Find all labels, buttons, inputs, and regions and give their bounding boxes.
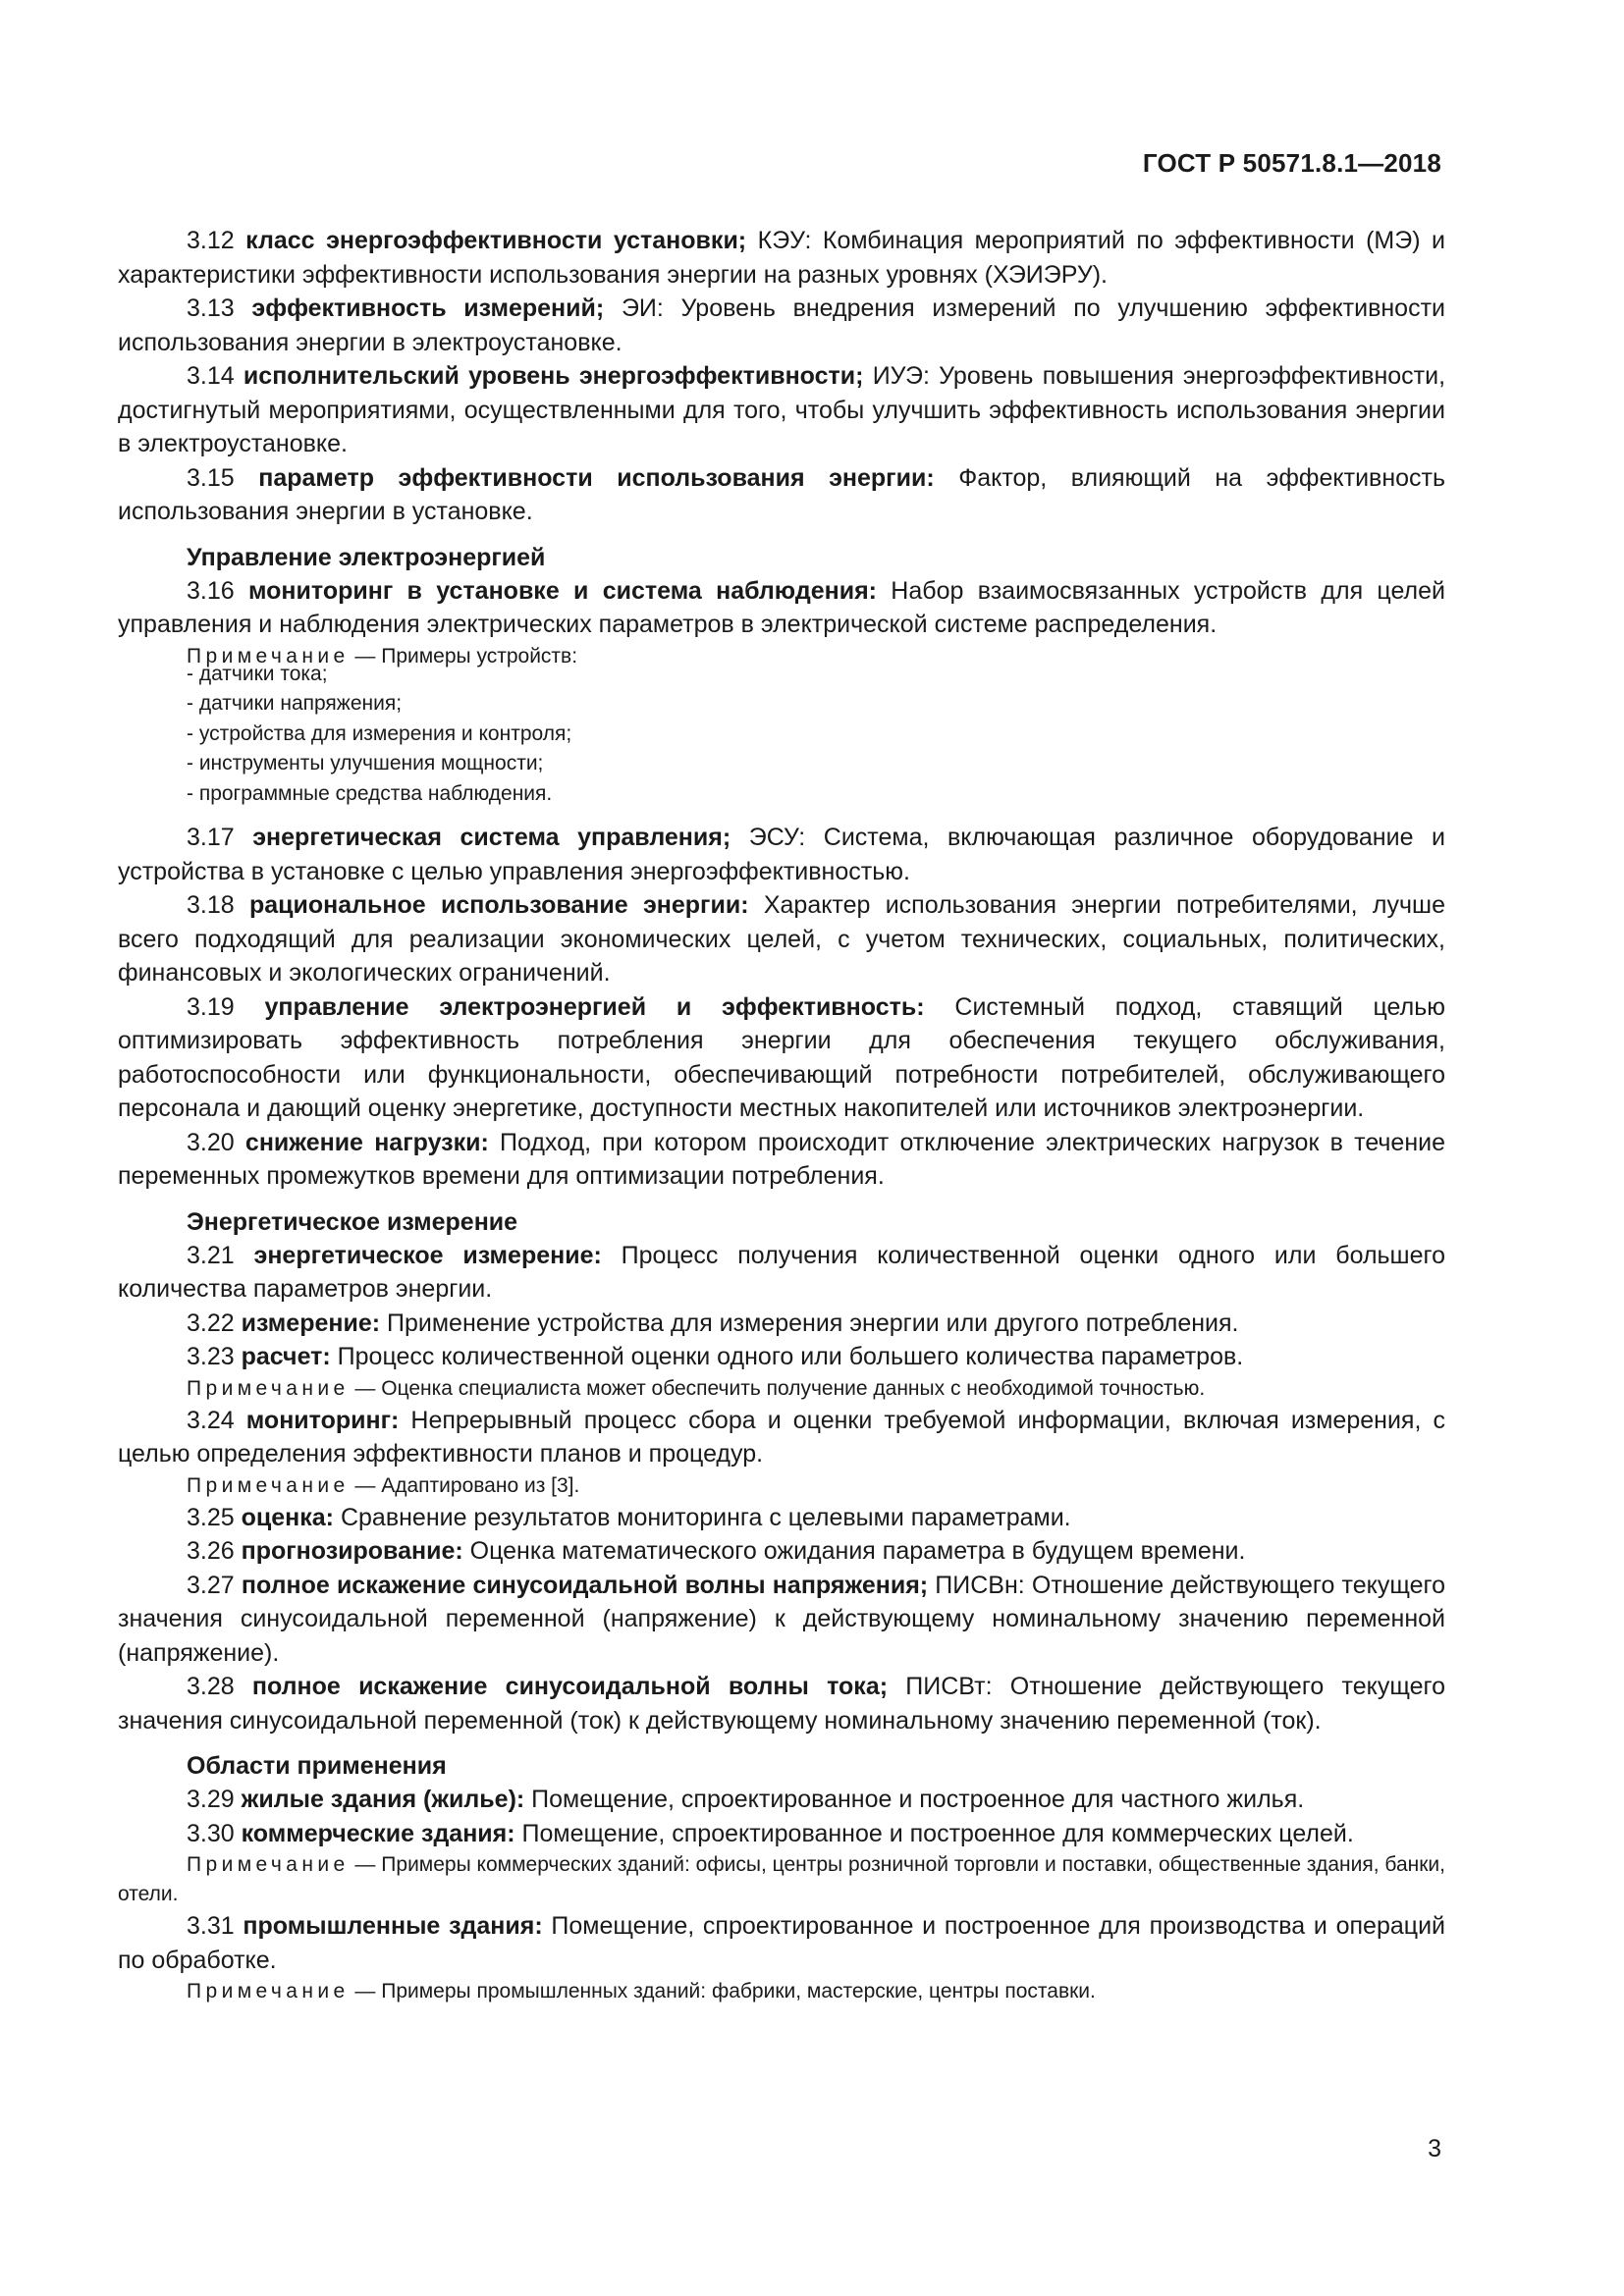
note-text: Оценка специалиста может обеспечить получение данных с необходимой точностью.: [381, 1376, 1206, 1400]
def-text: Помещение, спроектированное и построенное для производства и операций по обработке.: [118, 1912, 1445, 1974]
note-text: Адаптировано из [3].: [381, 1473, 580, 1497]
def-text: ПИСВн: Отношение действующего текущего значения синусоидальной переменной (напряжение) к действующему номинальному значению переменной (напряжение).: [118, 1571, 1446, 1667]
def-number: 3.27: [187, 1571, 235, 1599]
def-term: оценка:: [241, 1503, 335, 1531]
note-text: Примеры промышленных зданий: фабрики, мастерские, центры поставки.: [381, 1980, 1096, 2002]
note-label: Примечание: [187, 1376, 350, 1400]
def-term: энергетическое измерение:: [253, 1241, 602, 1269]
def-term: рациональное использование энергии:: [248, 891, 749, 919]
def-text: Подход, при котором происходит отключение электрических нагрузок в течение переменных промежутков времени для оптимизации потребления.: [118, 1128, 1445, 1190]
definition-3-15: [118, 461, 1445, 529]
def-number: 3.16: [187, 576, 235, 605]
definition-3-27: [118, 1569, 1445, 1671]
def-term: мониторинг в установке и система наблюдения:: [248, 576, 877, 605]
definition-3-23: [118, 1340, 1445, 1374]
def-number: 3.26: [187, 1537, 235, 1565]
def-number: 3.12: [187, 227, 235, 254]
def-number: 3.17: [187, 824, 235, 851]
def-text: ЭИ: Уровень внедрения измерений по улучшению эффективности использования энергии в электроустановке.: [118, 294, 1445, 356]
definition-3-31: [118, 1909, 1445, 1977]
def-term: исполнительский уровень энергоэффективности;: [243, 362, 864, 390]
def-term: полное искажение синусоидальной волны тока;: [251, 1673, 889, 1700]
note-label: Примечание: [187, 1473, 350, 1497]
note-text: Примеры устройств:: [381, 644, 578, 667]
section-heading-energy-measurement: Энергетическое измерение: [187, 1207, 518, 1236]
def-text: ПИСВт: Отношение действующего текущего значения синусоидальной переменной (ток) к действующему номинальному значению переменной (ток).: [118, 1673, 1446, 1735]
def-term: прогнозирование:: [241, 1537, 463, 1565]
def-number: 3.22: [187, 1308, 235, 1337]
list-item: - датчики тока;: [187, 662, 328, 685]
definition-3-24: [118, 1404, 1445, 1471]
def-text: Характер использования энергии потребителями, лучше всего подходящий для реализации экономических целей, с учетом технических, социальных, политических, финансовых и экологических ограничений.: [118, 891, 1445, 987]
def-text: Помещение, спроектированное и построенное для частного жилья.: [524, 1786, 1305, 1813]
definition-3-12: [118, 224, 1445, 292]
def-text: Помещение, спроектированное и построенное для коммерческих целей.: [514, 1819, 1354, 1847]
list-item: - устройства для измерения и контроля;: [187, 721, 572, 745]
def-text: Оценка математического ожидания параметра в будущем времени.: [462, 1537, 1246, 1565]
def-text: Системный подход, ставящий целью оптимизировать эффективность потребления энергии для обеспечения текущего обслуживания, работоспособности или функциональности, обеспечивающий потребности потребителей, обслуживающего персонала и дающий оценку энергетике, доступности местных накопителей или источников электроэнергии.: [118, 992, 1445, 1122]
definition-3-22: [118, 1307, 1445, 1341]
note-label: Примечание: [187, 1853, 350, 1876]
def-text: Применение устройства для измерения энергии или другого потребления.: [380, 1308, 1239, 1337]
definition-3-16: [118, 574, 1445, 642]
definition-3-14: [118, 359, 1445, 461]
note-dash: —: [349, 1473, 382, 1497]
def-number: 3.25: [187, 1503, 235, 1531]
def-term: параметр эффективности использования энергии:: [258, 463, 935, 492]
def-text: Непрерывный процесс сбора и оценки требуемой информации, включая измерения, с целью определения эффективности планов и процедур.: [118, 1406, 1445, 1468]
def-text: Процесс количественной оценки одного или большего количества параметров.: [330, 1343, 1244, 1370]
def-term: мониторинг:: [245, 1406, 400, 1434]
def-term: полное искажение синусоидальной волны напряжения;: [241, 1571, 929, 1599]
def-text: Набор взаимосвязанных устройств для целей управления и наблюдения электрических параметров в электрической системе распределения.: [118, 576, 1445, 638]
def-term: эффективность измерений;: [251, 294, 605, 322]
definition-3-13: [118, 292, 1445, 359]
def-number: 3.20: [187, 1128, 235, 1156]
def-text: Процесс получения количественной оценки одного или большего количества параметров энергии.: [118, 1241, 1445, 1303]
definition-3-28: [118, 1670, 1445, 1737]
def-text: Фактор, влияющий на эффективность использования энергии в установке.: [118, 463, 1446, 525]
note-text: Примеры коммерческих зданий: офисы, центры розничной торговли и поставки, общественные здания, банки, отели.: [118, 1853, 1446, 1905]
def-number: 3.31: [187, 1912, 235, 1940]
note-dash: —: [349, 1980, 382, 2002]
def-term: класс энергоэффективности установки;: [245, 227, 747, 254]
def-term: энергетическая система управления;: [252, 824, 731, 851]
def-term: управление электроэнергией и эффективность:: [264, 992, 925, 1021]
note-dash: —: [349, 644, 382, 667]
note-3-31: [118, 1977, 1445, 2006]
note-3-16-list: [118, 660, 1445, 810]
definition-3-29: [118, 1783, 1445, 1817]
def-number: 3.29: [187, 1786, 235, 1813]
note-3-23: [118, 1374, 1445, 1404]
def-number: 3.23: [187, 1343, 235, 1370]
page-number: 3: [1428, 2135, 1441, 2163]
def-number: 3.13: [187, 294, 235, 322]
definition-3-30: [118, 1817, 1445, 1851]
def-text: Сравнение результатов мониторинга с целевыми параметрами.: [334, 1503, 1071, 1531]
list-item: - инструменты улучшения мощности;: [187, 752, 544, 774]
definition-3-18: [118, 888, 1445, 990]
def-term: коммерческие здания:: [241, 1819, 515, 1847]
definition-3-19: [118, 990, 1445, 1126]
def-number: 3.21: [187, 1241, 235, 1269]
def-number: 3.14: [187, 362, 235, 390]
def-number: 3.28: [187, 1673, 235, 1700]
note-label: Примечание: [187, 1980, 350, 2002]
def-number: 3.15: [187, 463, 235, 492]
def-number: 3.24: [187, 1406, 235, 1434]
def-term: промышленные здания:: [243, 1912, 543, 1940]
def-term: жилые здания (жилье):: [241, 1786, 525, 1813]
list-item: - программные средства наблюдения.: [187, 781, 553, 805]
def-text: ЭСУ: Система, включающая различное оборудование и устройства в установке с целью управления энергоэффективностью.: [118, 824, 1446, 885]
list-item: - датчики напряжения;: [187, 692, 403, 715]
def-number: 3.30: [187, 1819, 235, 1847]
definition-3-26: [118, 1534, 1445, 1569]
page-content: [118, 224, 1445, 2006]
definition-3-25: [118, 1501, 1445, 1535]
standard-code-header: ГОСТ Р 50571.8.1—2018: [1142, 148, 1441, 178]
note-dash: —: [349, 1376, 382, 1400]
definition-3-21: [118, 1239, 1445, 1307]
section-heading-power-management: Управление электроэнергией: [187, 543, 546, 571]
def-number: 3.19: [187, 992, 235, 1021]
definition-3-20: [118, 1126, 1445, 1194]
def-term: расчет:: [241, 1343, 331, 1370]
def-term: измерение:: [241, 1308, 381, 1337]
note-3-24: [118, 1471, 1445, 1501]
note-dash: —: [349, 1853, 382, 1876]
def-text: КЭУ: Комбинация мероприятий по эффективности (МЭ) и характеристики эффективности использования энергии на разных уровнях (ХЭИЭРУ).: [118, 227, 1445, 289]
section-heading-application-areas: Области применения: [187, 1752, 447, 1780]
def-number: 3.18: [187, 891, 235, 919]
note-3-30: [118, 1850, 1445, 1909]
note-label: Примечание: [187, 644, 350, 667]
def-text: ИУЭ: Уровень повышения энергоэффективности, достигнутый мероприятиями, осуществленными для того, чтобы улучшить эффективность использования энергии в электроустановке.: [118, 362, 1446, 457]
definition-3-17: [118, 821, 1445, 888]
def-term: снижение нагрузки:: [244, 1128, 489, 1156]
